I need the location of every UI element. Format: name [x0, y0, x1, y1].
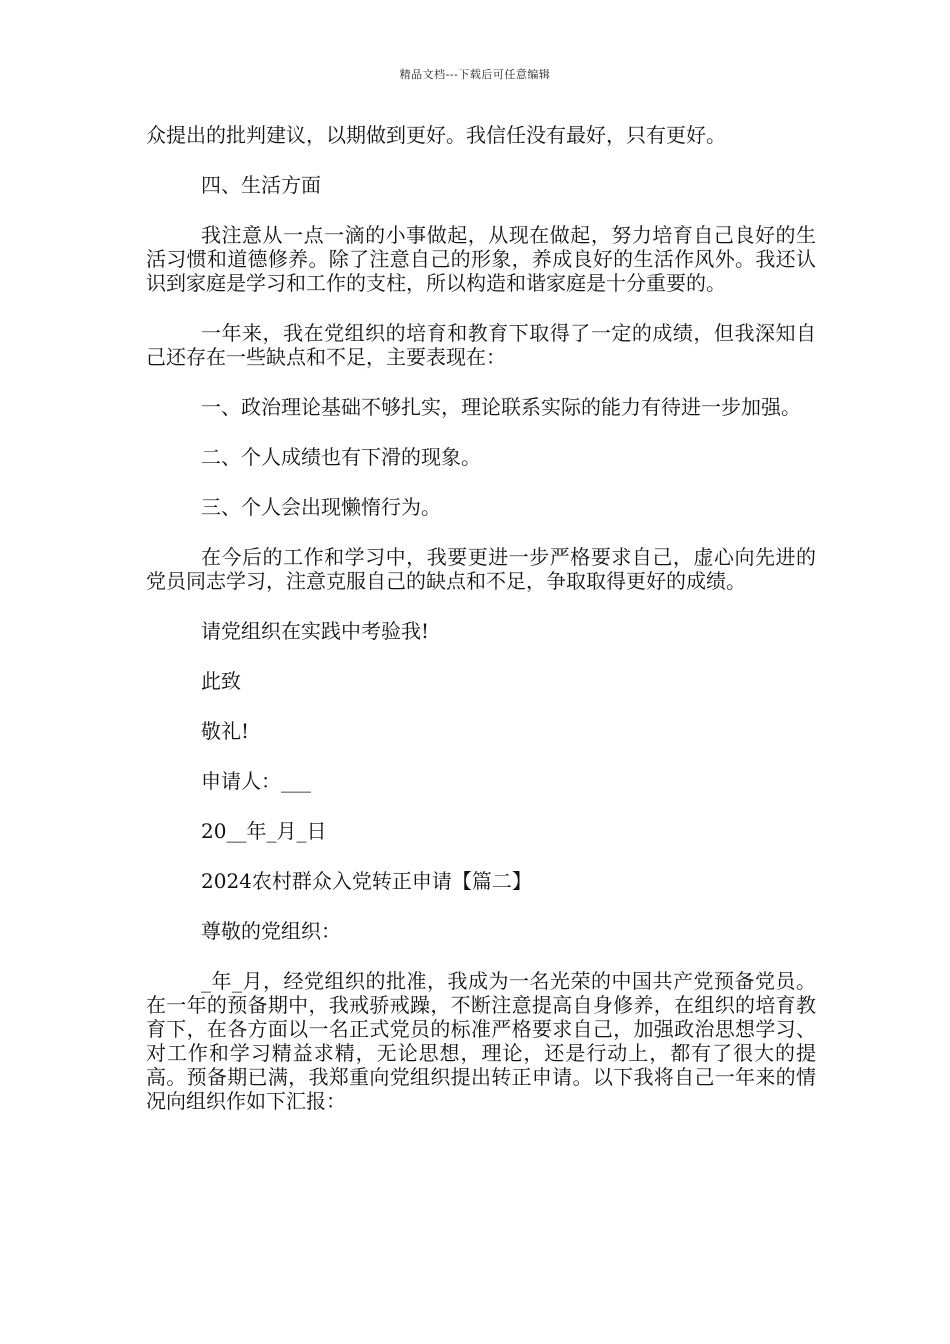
section-title-part-two: 2024农村群众入党转正申请【篇二】 — [201, 869, 532, 893]
shortcoming-1: 一、政治理论基础不够扎实，理论联系实际的能力有待进一步加强。 — [201, 395, 801, 419]
document-body — [146, 123, 816, 1139]
shortcoming-3: 三、个人会出现懒惰行为。 — [201, 495, 441, 519]
paragraph-future: 在今后的工作和学习中，我要更进一步严格要求自己，虚心向先进的党员同志学习，注意克服自己的缺点和不足，争取取得更好的成绩。 — [146, 545, 816, 593]
salutation: 尊敬的党组织： — [201, 919, 341, 943]
applicant-line: 申请人：___ — [201, 769, 311, 793]
closing-cizhi: 此致 — [201, 669, 241, 693]
page-header: 精品文档---下载后可任意编辑 — [399, 68, 551, 81]
paragraph-life: 我注意从一点一滴的小事做起，从现在做起，努力培育自己良好的生活习惯和道德修养。除了注意自己的形象，养成良好的生活作风外。我还认识到家庭是学习和工作的支柱，所以构造和谐家庭是十分重要的。 — [146, 223, 816, 295]
date-line: 20__年_月_日 — [201, 819, 327, 843]
section-heading-life: 四、生活方面 — [201, 173, 321, 197]
paragraph-1: 众提出的批判建议，以期做到更好。我信任没有最好，只有更好。 — [146, 123, 726, 147]
paragraph-part-two-intro: _年_月，经党组织的批准，我成为一名光荣的中国共产党预备党员。在一年的预备期中，我戒骄戒躁，不断注意提高自身修养，在组织的培育教育下，在各方面以一名正式党员的标准严格要求自己，加强政治思想学习、对工作和学习精益求精，无论思想，理论，还是行动上，都有了很大的提高。预备期已满，我郑重向党组织提出转正申请。以下我将自己一年来的情况向组织作如下汇报： — [146, 969, 816, 1113]
closing-jingli: 敬礼! — [201, 719, 250, 743]
paragraph-request: 请党组织在实践中考验我! — [201, 619, 430, 643]
paragraph-summary: 一年来，我在党组织的培育和教育下取得了一定的成绩，但我深知自己还存在一些缺点和不足，主要表现在： — [146, 321, 816, 369]
shortcoming-2: 二、个人成绩也有下滑的现象。 — [201, 445, 481, 469]
